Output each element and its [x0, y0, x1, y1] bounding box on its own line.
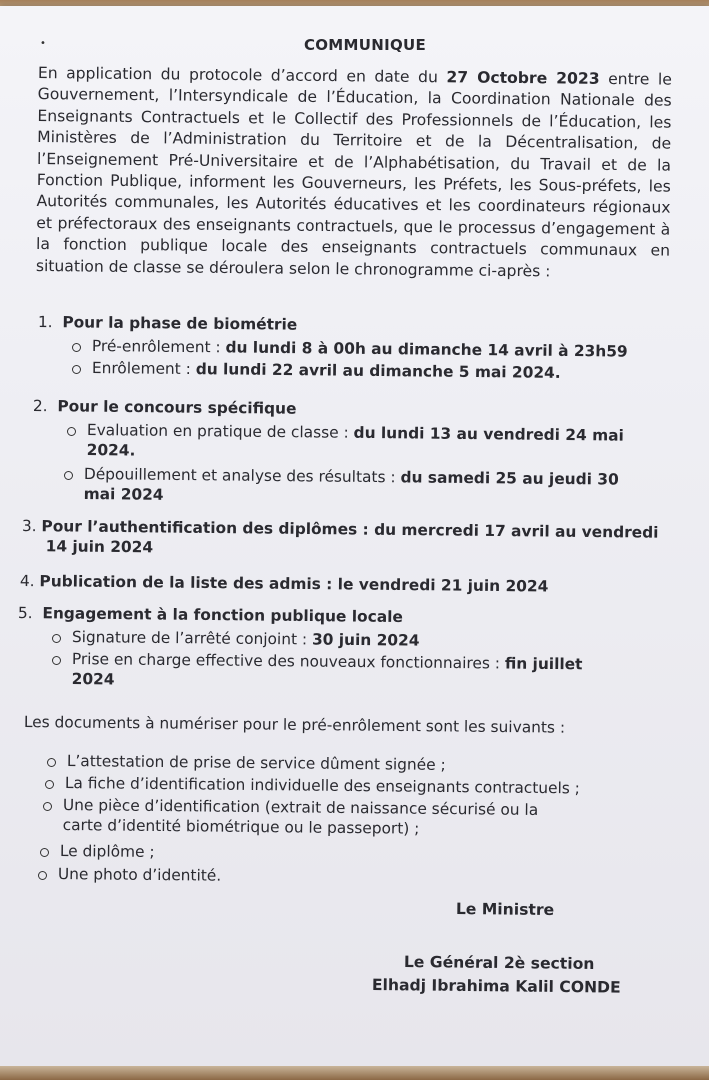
document-page — [0, 6, 709, 1070]
section-3 — [22, 516, 659, 563]
section-5-heading — [18, 603, 403, 627]
item-value: du lundi 13 au vendredi 24 mai — [353, 423, 624, 445]
document-item-5: Une photo d’identité. — [57, 864, 222, 885]
intro-text-start: En application du protocole d’accord en date du — [37, 63, 447, 87]
document-item-1: L’attestation de prise de service dûment signée ; — [66, 751, 446, 774]
item-value-continued: mai 2024 — [83, 484, 164, 504]
intro-paragraph — [36, 63, 672, 284]
section-number: 1. — [37, 312, 53, 332]
bullet-icon — [40, 848, 49, 857]
page-title: COMMUNIQUE — [303, 36, 427, 54]
section-title: Publication de la liste des admis — [39, 572, 321, 594]
wooden-table-bottom-edge — [0, 1066, 709, 1080]
bullet-icon — [72, 365, 81, 374]
item-value: du lundi 8 à 00h au dimanche 14 avril à 23h59 — [225, 338, 628, 361]
document-item-2: La fiche d’identification individuelle des enseignants contractuels ; — [64, 773, 581, 798]
section-number: 4. — [19, 571, 35, 591]
section-detail-continued: 14 juin 2024 — [45, 537, 154, 557]
section-detail: : le vendredi 21 juin 2024 — [320, 575, 549, 596]
item-value: 30 juin 2024 — [311, 630, 420, 650]
section-title: Pour la phase de biométrie — [62, 313, 298, 334]
section-5-item-1 — [72, 627, 420, 651]
section-1-item-1 — [92, 336, 628, 362]
section-1-item-2 — [92, 358, 561, 383]
item-value-continued: 2024 — [71, 669, 115, 689]
item-value: du lundi 22 avril au dimanche 5 mai 2024. — [195, 360, 561, 382]
item-label: Dépouillement et analyse des résultats : — [83, 464, 401, 487]
section-number: 5. — [17, 603, 33, 623]
signature-name: Elhadj Ibrahima Kalil CONDE — [371, 976, 621, 997]
section-4 — [20, 571, 549, 597]
section-title: Pour le concours spécifique — [57, 397, 297, 418]
document-item-4: Le diplôme ; — [59, 841, 155, 861]
bullet-icon — [64, 471, 73, 480]
bullet-icon — [72, 343, 81, 352]
bullet-icon — [67, 427, 76, 436]
section-2-heading — [33, 396, 297, 419]
bullet-icon — [45, 780, 54, 789]
item-label: Signature de l’arrêté conjoint : — [71, 627, 313, 649]
item-value: fin juillet — [504, 654, 583, 674]
section-title: Engagement à la fonction publique locale — [42, 604, 403, 627]
signature-rank: Le Général 2è section — [403, 953, 595, 973]
section-1-heading — [38, 312, 298, 335]
intro-text-end: entre le Gouvernement, l’Intersyndicale de l’Éducation, la Coordination Nationale des Enseignants Contractuels et le Collectif des Professionnels de l’Éducation, les Ministères de l’Administration du Territoire et de la Décentralisation, de l’Enseignement Pré-Universitaire et de l’Alphabétisation, du Travail et de la Fonction Publique, informent les Gouverneurs, les Préfets, les Sous-préfets, les Autorités communales, les Autorités éducatives et les coordinateurs régionaux et préfectoraux des enseignants contractuels, que le processus d’engagement à la fonction publique locale des enseignants contractuels communaux en situation de classe se déroulera selon le chronogramme ci-après : — [35, 69, 672, 281]
bullet-icon — [47, 758, 56, 767]
section-detail: : du mercredi 17 avril au vendredi — [357, 520, 659, 542]
bullet-icon — [52, 634, 61, 643]
item-label: Pré-enrôlement : — [91, 336, 226, 357]
bullet-icon — [43, 802, 52, 811]
document-item-line: carte d’identité biométrique ou le passeport) ; — [62, 815, 420, 838]
section-number: 2. — [32, 396, 48, 416]
document-item-3 — [63, 795, 539, 840]
section-5-item-2 — [72, 649, 583, 694]
bullet-icon — [38, 871, 47, 880]
section-2-item-2 — [84, 464, 619, 510]
intro-date: 27 Octobre 2023 — [446, 68, 600, 88]
documents-heading: Les documents à numériser pour le pré-enrôlement sont les suivants : — [23, 712, 566, 737]
section-title: Pour l’authentification des diplômes — [41, 517, 358, 539]
item-label: Prise en charge effective des nouveaux fonctionnaires : — [71, 649, 505, 673]
bullet-icon — [52, 656, 61, 665]
section-2-item-1 — [87, 420, 624, 466]
section-number: 3. — [21, 516, 37, 536]
document-item-line: Une pièce d’identification (extrait de naissance sécurisé ou la — [62, 795, 539, 819]
item-value: du samedi 25 au jeudi 30 — [400, 468, 619, 489]
signature-role: Le Ministre — [455, 900, 555, 920]
item-value-continued: 2024. — [86, 440, 136, 460]
item-label: Enrôlement : — [91, 358, 196, 379]
item-label: Evaluation en pratique de classe : — [86, 420, 354, 442]
ink-dot: • — [40, 38, 46, 49]
